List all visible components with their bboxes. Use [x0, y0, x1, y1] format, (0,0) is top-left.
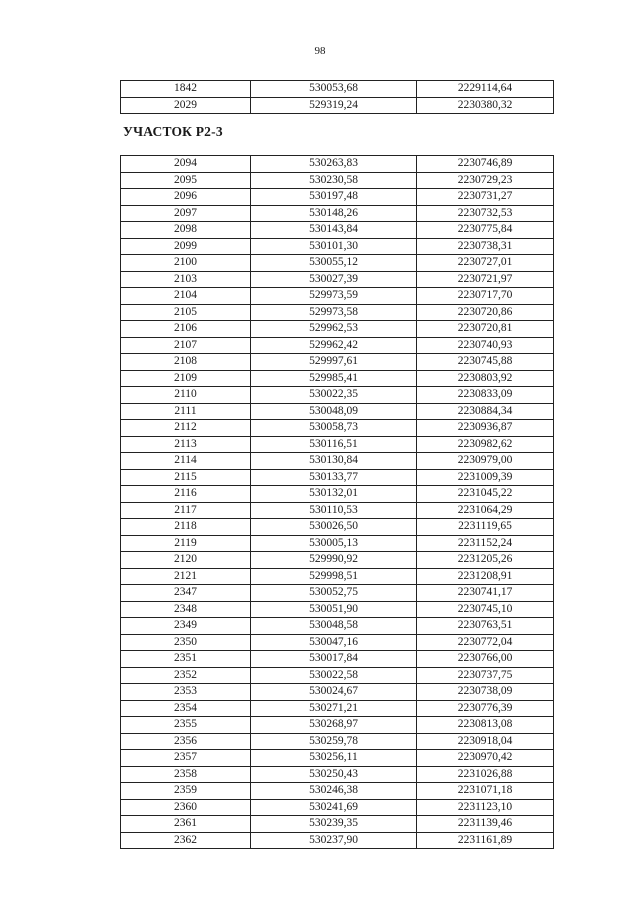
point-number-cell: 2095: [121, 172, 251, 189]
table-row: [121, 288, 554, 305]
point-number-cell: 2359: [121, 783, 251, 800]
x-coordinate-cell: 530110,53: [251, 502, 417, 519]
x-coordinate-cell: 530051,90: [251, 601, 417, 618]
point-number-cell: 2096: [121, 189, 251, 206]
table-row: [121, 486, 554, 503]
x-coordinate-cell: 529985,41: [251, 370, 417, 387]
table-row: [121, 321, 554, 338]
y-coordinate-cell: 2230772,04: [417, 634, 554, 651]
coordinates-table-continued: [120, 80, 554, 114]
point-number-cell: 2351: [121, 651, 251, 668]
table-row: [121, 420, 554, 437]
x-coordinate-cell: 530053,68: [251, 81, 417, 98]
point-number-cell: 2112: [121, 420, 251, 437]
table-row: [121, 535, 554, 552]
y-coordinate-cell: 2230738,09: [417, 684, 554, 701]
point-number-cell: 2357: [121, 750, 251, 767]
point-number-cell: 2106: [121, 321, 251, 338]
x-coordinate-cell: 530263,83: [251, 156, 417, 173]
table-row: [121, 552, 554, 569]
x-coordinate-cell: 529998,51: [251, 568, 417, 585]
point-number-cell: 2117: [121, 502, 251, 519]
coordinates-table: [120, 155, 554, 849]
point-number-cell: 2115: [121, 469, 251, 486]
table-row: [121, 469, 554, 486]
x-coordinate-cell: 530237,90: [251, 832, 417, 849]
y-coordinate-cell: 2231064,29: [417, 502, 554, 519]
x-coordinate-cell: 530230,58: [251, 172, 417, 189]
table-row: [121, 354, 554, 371]
y-coordinate-cell: 2230731,27: [417, 189, 554, 206]
point-number-cell: 2108: [121, 354, 251, 371]
x-coordinate-cell: 530143,84: [251, 222, 417, 239]
table-row: [121, 255, 554, 272]
point-number-cell: 2111: [121, 403, 251, 420]
y-coordinate-cell: 2230775,84: [417, 222, 554, 239]
table-row: [121, 750, 554, 767]
x-coordinate-cell: 530133,77: [251, 469, 417, 486]
x-coordinate-cell: 529962,42: [251, 337, 417, 354]
table-row: [121, 370, 554, 387]
y-coordinate-cell: 2230720,81: [417, 321, 554, 338]
x-coordinate-cell: 530268,97: [251, 717, 417, 734]
point-number-cell: 2098: [121, 222, 251, 239]
y-coordinate-cell: 2230720,86: [417, 304, 554, 321]
point-number-cell: 2355: [121, 717, 251, 734]
x-coordinate-cell: 530048,58: [251, 618, 417, 635]
x-coordinate-cell: 530130,84: [251, 453, 417, 470]
table-row: [121, 783, 554, 800]
point-number-cell: 2121: [121, 568, 251, 585]
y-coordinate-cell: 2230738,31: [417, 238, 554, 255]
point-number-cell: 2352: [121, 667, 251, 684]
table-row: [121, 585, 554, 602]
y-coordinate-cell: 2230803,92: [417, 370, 554, 387]
x-coordinate-cell: 530047,16: [251, 634, 417, 651]
y-coordinate-cell: 2231119,65: [417, 519, 554, 536]
point-number-cell: 2103: [121, 271, 251, 288]
y-coordinate-cell: 2230380,32: [417, 97, 554, 114]
table-row: [121, 387, 554, 404]
point-number-cell: 2118: [121, 519, 251, 536]
x-coordinate-cell: 530250,43: [251, 766, 417, 783]
y-coordinate-cell: 2230776,39: [417, 700, 554, 717]
y-coordinate-cell: 2229114,64: [417, 81, 554, 98]
x-coordinate-cell: 530005,13: [251, 535, 417, 552]
point-number-cell: 2356: [121, 733, 251, 750]
point-number-cell: 2099: [121, 238, 251, 255]
point-number-cell: 2109: [121, 370, 251, 387]
table-row: [121, 717, 554, 734]
y-coordinate-cell: 2230745,88: [417, 354, 554, 371]
point-number-cell: 2353: [121, 684, 251, 701]
x-coordinate-cell: 530101,30: [251, 238, 417, 255]
x-coordinate-cell: 530048,09: [251, 403, 417, 420]
table-row: [121, 651, 554, 668]
table-row: [121, 97, 554, 114]
x-coordinate-cell: 529990,92: [251, 552, 417, 569]
x-coordinate-cell: 529997,61: [251, 354, 417, 371]
table-row: [121, 832, 554, 849]
x-coordinate-cell: 530197,48: [251, 189, 417, 206]
table-row: [121, 403, 554, 420]
table-row: [121, 337, 554, 354]
x-coordinate-cell: 530022,35: [251, 387, 417, 404]
section-heading: УЧАСТОК Р2-3: [123, 124, 223, 139]
y-coordinate-cell: 2231205,26: [417, 552, 554, 569]
y-coordinate-cell: 2231045,22: [417, 486, 554, 503]
point-number-cell: 2029: [121, 97, 251, 114]
y-coordinate-cell: 2230741,17: [417, 585, 554, 602]
x-coordinate-cell: 530022,58: [251, 667, 417, 684]
y-coordinate-cell: 2230740,93: [417, 337, 554, 354]
table-row: [121, 271, 554, 288]
y-coordinate-cell: 2230763,51: [417, 618, 554, 635]
page-number: 98: [314, 45, 326, 57]
table-row: [121, 453, 554, 470]
point-number-cell: 2347: [121, 585, 251, 602]
table-row: [121, 700, 554, 717]
y-coordinate-cell: 2230732,53: [417, 205, 554, 222]
x-coordinate-cell: 530058,73: [251, 420, 417, 437]
x-coordinate-cell: 529973,58: [251, 304, 417, 321]
table-row: [121, 766, 554, 783]
x-coordinate-cell: 530017,84: [251, 651, 417, 668]
y-coordinate-cell: 2230833,09: [417, 387, 554, 404]
point-number-cell: 2107: [121, 337, 251, 354]
table-row: [121, 436, 554, 453]
y-coordinate-cell: 2230884,34: [417, 403, 554, 420]
y-coordinate-cell: 2230729,23: [417, 172, 554, 189]
table-row: [121, 519, 554, 536]
y-coordinate-cell: 2231123,10: [417, 799, 554, 816]
x-coordinate-cell: 529962,53: [251, 321, 417, 338]
y-coordinate-cell: 2230721,97: [417, 271, 554, 288]
table-row: [121, 568, 554, 585]
point-number-cell: 2097: [121, 205, 251, 222]
table-row: [121, 667, 554, 684]
y-coordinate-cell: 2230746,89: [417, 156, 554, 173]
table-row: [121, 601, 554, 618]
y-coordinate-cell: 2231208,91: [417, 568, 554, 585]
table-row: [121, 172, 554, 189]
table-row: [121, 733, 554, 750]
point-number-cell: 1842: [121, 81, 251, 98]
table-row: [121, 799, 554, 816]
point-number-cell: 2354: [121, 700, 251, 717]
point-number-cell: 2119: [121, 535, 251, 552]
y-coordinate-cell: 2231161,89: [417, 832, 554, 849]
y-coordinate-cell: 2230979,00: [417, 453, 554, 470]
point-number-cell: 2105: [121, 304, 251, 321]
table-row: [121, 304, 554, 321]
y-coordinate-cell: 2230813,08: [417, 717, 554, 734]
table-row: [121, 502, 554, 519]
x-coordinate-cell: 530239,35: [251, 816, 417, 833]
y-coordinate-cell: 2230766,00: [417, 651, 554, 668]
table-row: [121, 634, 554, 651]
y-coordinate-cell: 2230737,75: [417, 667, 554, 684]
table-row: [121, 156, 554, 173]
point-number-cell: 2349: [121, 618, 251, 635]
point-number-cell: 2110: [121, 387, 251, 404]
table-row: [121, 684, 554, 701]
table-row: [121, 238, 554, 255]
table-row: [121, 222, 554, 239]
table-row: [121, 816, 554, 833]
point-number-cell: 2113: [121, 436, 251, 453]
point-number-cell: 2114: [121, 453, 251, 470]
y-coordinate-cell: 2230717,70: [417, 288, 554, 305]
y-coordinate-cell: 2231152,24: [417, 535, 554, 552]
y-coordinate-cell: 2230727,01: [417, 255, 554, 272]
y-coordinate-cell: 2231009,39: [417, 469, 554, 486]
point-number-cell: 2116: [121, 486, 251, 503]
y-coordinate-cell: 2231071,18: [417, 783, 554, 800]
x-coordinate-cell: 530132,01: [251, 486, 417, 503]
x-coordinate-cell: 530256,11: [251, 750, 417, 767]
x-coordinate-cell: 530052,75: [251, 585, 417, 602]
point-number-cell: 2361: [121, 816, 251, 833]
x-coordinate-cell: 530271,21: [251, 700, 417, 717]
point-number-cell: 2104: [121, 288, 251, 305]
x-coordinate-cell: 530148,26: [251, 205, 417, 222]
x-coordinate-cell: 530027,39: [251, 271, 417, 288]
y-coordinate-cell: 2230918,04: [417, 733, 554, 750]
point-number-cell: 2120: [121, 552, 251, 569]
table-row: [121, 189, 554, 206]
x-coordinate-cell: 530241,69: [251, 799, 417, 816]
point-number-cell: 2350: [121, 634, 251, 651]
y-coordinate-cell: 2231139,46: [417, 816, 554, 833]
point-number-cell: 2348: [121, 601, 251, 618]
y-coordinate-cell: 2230970,42: [417, 750, 554, 767]
x-coordinate-cell: 530116,51: [251, 436, 417, 453]
y-coordinate-cell: 2230745,10: [417, 601, 554, 618]
x-coordinate-cell: 530024,67: [251, 684, 417, 701]
table-row: [121, 618, 554, 635]
x-coordinate-cell: 529973,59: [251, 288, 417, 305]
x-coordinate-cell: 529319,24: [251, 97, 417, 114]
x-coordinate-cell: 530259,78: [251, 733, 417, 750]
x-coordinate-cell: 530026,50: [251, 519, 417, 536]
y-coordinate-cell: 2230936,87: [417, 420, 554, 437]
table-row: [121, 205, 554, 222]
point-number-cell: 2362: [121, 832, 251, 849]
y-coordinate-cell: 2230982,62: [417, 436, 554, 453]
point-number-cell: 2358: [121, 766, 251, 783]
x-coordinate-cell: 530246,38: [251, 783, 417, 800]
x-coordinate-cell: 530055,12: [251, 255, 417, 272]
point-number-cell: 2094: [121, 156, 251, 173]
y-coordinate-cell: 2231026,88: [417, 766, 554, 783]
table-row: [121, 81, 554, 98]
point-number-cell: 2100: [121, 255, 251, 272]
point-number-cell: 2360: [121, 799, 251, 816]
